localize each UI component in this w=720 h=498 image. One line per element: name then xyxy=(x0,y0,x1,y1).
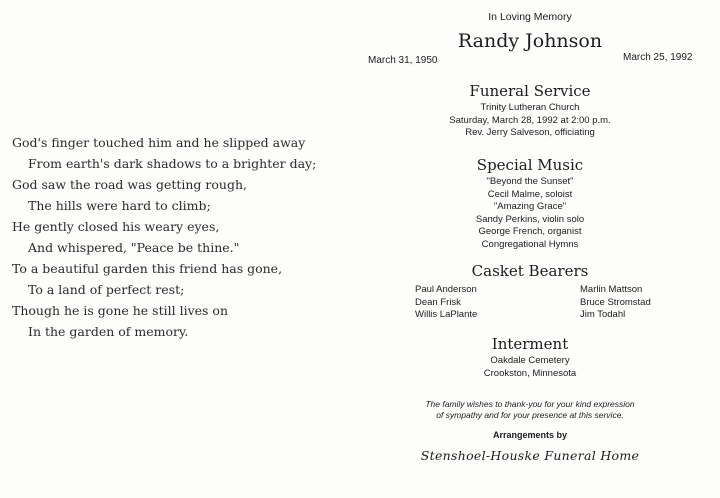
bearer-name: Marlin Mattson xyxy=(580,284,643,295)
funeral-home-name: Stenshoel-Houske Funeral Home xyxy=(420,448,640,463)
poem-line: The hills were hard to climb; xyxy=(28,198,211,213)
church-name: Trinity Lutheran Church xyxy=(480,102,580,113)
in-loving-memory: In Loving Memory xyxy=(488,11,572,23)
music-line: "Beyond the Sunset" xyxy=(486,176,574,187)
bearer-name: Paul Anderson xyxy=(415,284,477,295)
casket-bearers-left xyxy=(415,284,477,322)
bearer-name: Dean Frisk xyxy=(415,296,461,308)
poem-line: Though he is gone he still lives on xyxy=(12,303,228,318)
music-line: "Amazing Grace" xyxy=(493,201,567,212)
poem-line: From earth's dark shadows to a brighter day; xyxy=(28,156,317,171)
poem-line: God's finger touched him and he slipped away xyxy=(12,135,306,150)
service-datetime: Saturday, March 28, 1992 at 2:00 p.m. xyxy=(449,114,611,126)
poem-line: In the garden of memory. xyxy=(28,324,189,339)
bearer-name: Jim Todahl xyxy=(580,309,626,320)
music-line: Sandy Perkins, violin solo xyxy=(475,213,585,225)
arrangements-label: Arrangements by xyxy=(492,430,568,440)
birth-date: March 31, 1950 xyxy=(368,55,438,66)
thank-you-note xyxy=(400,399,660,421)
music-line: George French, organist xyxy=(478,226,582,237)
cemetery-city: Crookston, Minnesota xyxy=(483,367,577,379)
cemetery-name: Oakdale Cemetery xyxy=(490,355,570,366)
poem-line: To a land of perfect rest; xyxy=(28,282,185,297)
thank-you-line: The family wishes to thank-you for your kind expression xyxy=(425,399,635,409)
bearer-name: Willis LaPlante xyxy=(415,309,478,320)
interment-section xyxy=(420,335,640,380)
funeral-service-heading: Funeral Service xyxy=(469,82,591,100)
poem-line: He gently closed his weary eyes, xyxy=(12,219,220,234)
interment-heading: Interment xyxy=(491,335,569,353)
special-music-heading: Special Music xyxy=(476,156,584,174)
bearer-name: Bruce Stromstad xyxy=(580,296,651,308)
funeral-service-section xyxy=(420,82,640,140)
officiant: Rev. Jerry Salveson, officiating xyxy=(465,127,595,138)
poem-line: And whispered, "Peace be thine." xyxy=(28,240,240,255)
special-music-section xyxy=(420,156,640,251)
casket-bearers-right xyxy=(580,284,651,322)
death-date: March 25, 1992 xyxy=(623,52,693,63)
poem-line: To a beautiful garden this friend has gone, xyxy=(12,261,283,276)
music-line: Congregational Hymns xyxy=(481,238,579,250)
poem xyxy=(12,132,352,342)
deceased-name: Randy Johnson xyxy=(457,30,603,52)
program-panel xyxy=(360,0,720,498)
music-line: Cecil Malme, soloist xyxy=(487,188,573,200)
casket-bearers-heading: Casket Bearers xyxy=(471,262,589,280)
poem-line: God saw the road was getting rough, xyxy=(12,177,247,192)
thank-you-line: of sympathy and for your presence at this service. xyxy=(436,410,624,420)
